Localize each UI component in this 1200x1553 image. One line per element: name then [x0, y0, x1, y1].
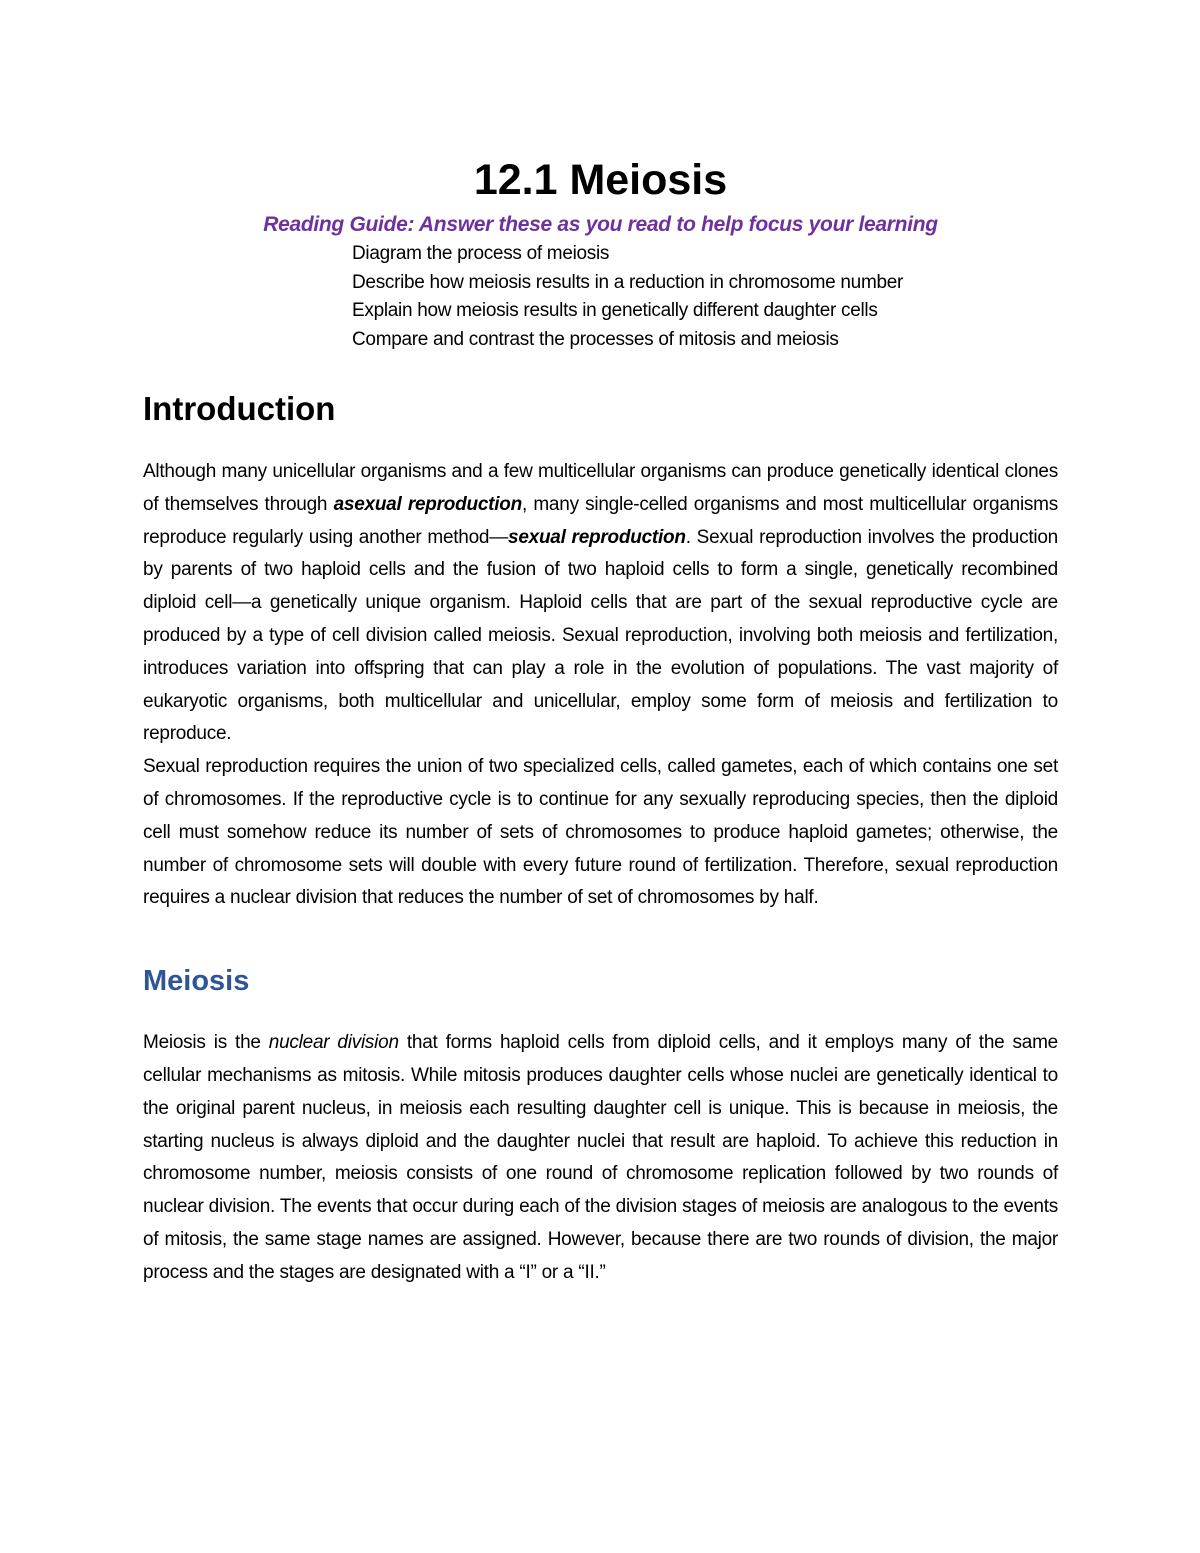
paragraph-text: , many single-celled organisms and most multicellular organisms reproduce regularly using another method— [143, 493, 1058, 548]
paragraph-text: . Sexual reproduction involves the production by parents of two haploid cells and the fusion of two haploid cells to form a single, genetically recombined diploid cell—a genetically unique organism. Haploid cells that are part of the sexual reproductive cycle are produced by a type of cell division called meiosis. Sexual reproduction, involving both meiosis and fertilization, introduces variation into offspring that can play a role in the evolution of populations. The vast majority of eukaryotic organisms, both multicellular and unicellular, employ some form of meiosis and fertilization to reproduce. [143, 526, 1058, 745]
meiosis-paragraph-1 [143, 1027, 1058, 1289]
key-term-asexual-reproduction: asexual reproduction [333, 493, 523, 515]
document-page [143, 150, 1058, 1290]
meiosis-heading: Meiosis [143, 965, 250, 998]
introduction-heading: Introduction [143, 390, 336, 427]
objective-item: Diagram the process of meiosis [352, 243, 610, 264]
page-title: 12.1 Meiosis [473, 156, 728, 204]
introduction-paragraph-2: Sexual reproduction requires the union of two specialized cells, called gametes, each of which contains one set of chromosomes. If the reproductive cycle is to continue for any sexually reproducing species, then the diploid cell must somehow reduce its number of sets of chromosomes to produce haploid gametes; otherwise, the number of chromosome sets will double with every future round of fertilization. Therefore, sexual reproduction requires a nuclear division that reduces the number of set of chromosomes by half. [143, 756, 1058, 909]
key-term-nuclear-division: nuclear division [268, 1032, 399, 1054]
paragraph-text: Meiosis is the [143, 1032, 269, 1054]
objective-item: Compare and contrast the processes of mitosis and meiosis [352, 328, 839, 350]
paragraph-text: Although many unicellular organisms and a few multicellular organisms can produce genetically identical clones of themselves through [143, 461, 1058, 515]
introduction-paragraph-1 [143, 456, 1058, 751]
objective-item: Explain how meiosis results in genetically different daughter cells [352, 300, 878, 321]
reading-guide-heading: Reading Guide: Answer these as you read to help focus your learning [263, 213, 938, 236]
learning-objectives-list [143, 240, 1058, 354]
key-term-sexual-reproduction: sexual reproduction [508, 526, 686, 548]
paragraph-text: that forms haploid cells from diploid cells, and it employs many of the same cellular mechanisms as mitosis. While mitosis produces daughter cells whose nuclei are genetically identical to the original parent nucleus, in meiosis each resulting daughter cell is unique. This is because in meiosis, the starting nucleus is always diploid and the daughter nuclei that result are haploid. To achieve this reduction in chromosome number, meiosis consists of one round of chromosome replication followed by two rounds of nuclear division. The events that occur during each of the division stages of meiosis are analogous to the events of mitosis, the same stage names are assigned. However, because there are two rounds of division, the major process and the stages are designated with a “I” or a “II.” [143, 1032, 1058, 1283]
objective-item: Describe how meiosis results in a reduction in chromosome number [352, 271, 904, 293]
